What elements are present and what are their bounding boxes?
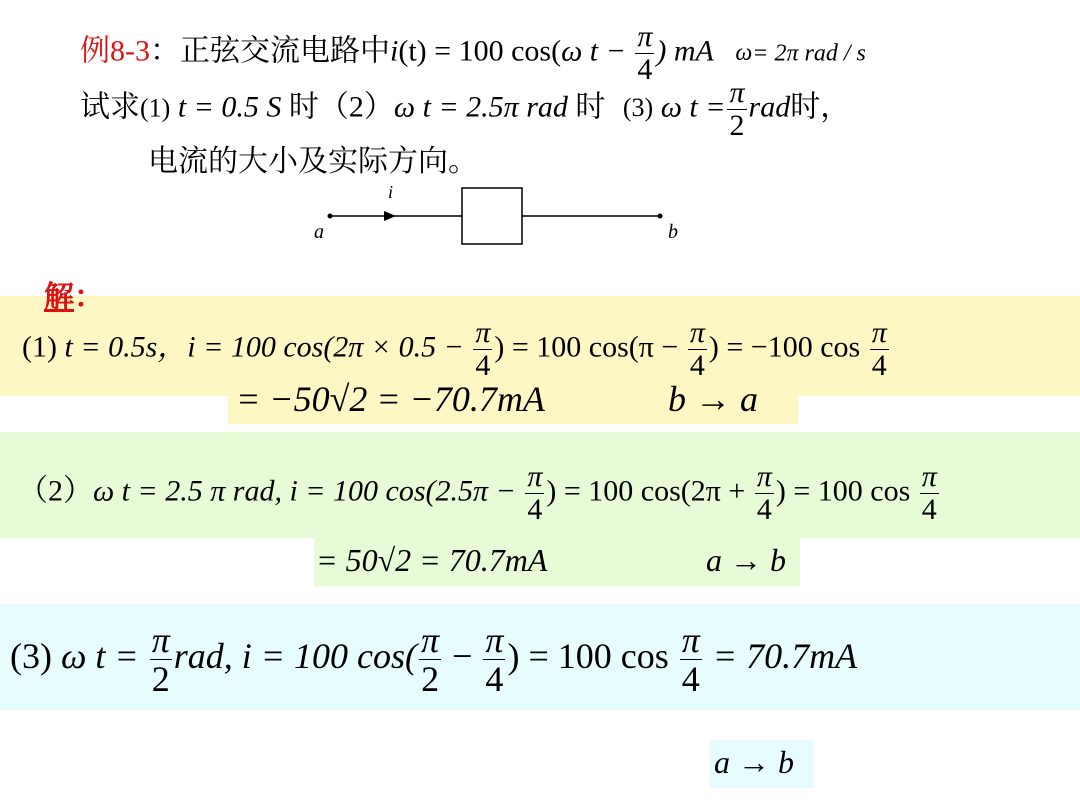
component-box xyxy=(462,188,522,244)
node-b-label: b xyxy=(668,221,678,243)
problem-line-2: 试求(1) t = 0.5 S 时（2）ω t = 2.5π rad 时 (3) ω t = $\frac{\pi}{2}$ rad时， xyxy=(80,76,851,142)
step-3-direction: a → b xyxy=(714,744,794,780)
node-a-label: a xyxy=(314,221,324,243)
circuit-diagram xyxy=(300,180,720,260)
problem-line-1: 例8-3：正弦交流电路中i(t) = 100 cos(ω t − $\frac{\pi}{4}$ ) mA ω= 2π rad / s xyxy=(80,20,866,86)
step-1-direction: b → a xyxy=(668,379,758,419)
node-a-dot xyxy=(328,214,333,219)
fraction-pi-4: $\frac{\pi}{4}$ xyxy=(637,20,653,86)
problem-intro: 正弦交流电路中 xyxy=(180,34,390,68)
solution-label: 解： xyxy=(44,281,104,314)
step-2-direction: a → b xyxy=(706,542,786,578)
step-1-line-2: = −50√2 = −70.7mA xyxy=(236,379,545,419)
current-arrow-icon xyxy=(384,211,396,221)
problem-label: 例8-3 xyxy=(80,34,150,68)
step-2-line-1: （2）ω t = 2.5 π rad, i = 100 cos(2.5π − $\frac{\pi}{4}$ ) = 100 cos(2π + $\frac{\pi}{4}$ ) = 100 cos $\frac{\pi}{4}$ xyxy=(18,460,937,526)
problem-line-3: 电流的大小及实际方向。 xyxy=(148,145,478,178)
current-label: i xyxy=(388,182,394,202)
step-1-line-1: (1) t = 0.5s，i = 100 cos(2π × 0.5 − $\frac{\pi}{4}$ ) = 100 cos(π − $\frac{\pi}{4}$ ) = −100 cos $\frac{\pi}{4}$ xyxy=(22,316,887,382)
node-b-dot xyxy=(658,214,663,219)
step-2-line-2: = 50√2 = 70.7mA xyxy=(316,542,548,578)
step-3-line-1: (3) ω t = $\frac{\pi}{2}$ rad, i = 100 cos( $\frac{\pi}{2}$ − $\frac{\pi}{4}$ ) = 100 cos $\frac{\pi}{4}$ = 70.7mA xyxy=(10,620,858,699)
